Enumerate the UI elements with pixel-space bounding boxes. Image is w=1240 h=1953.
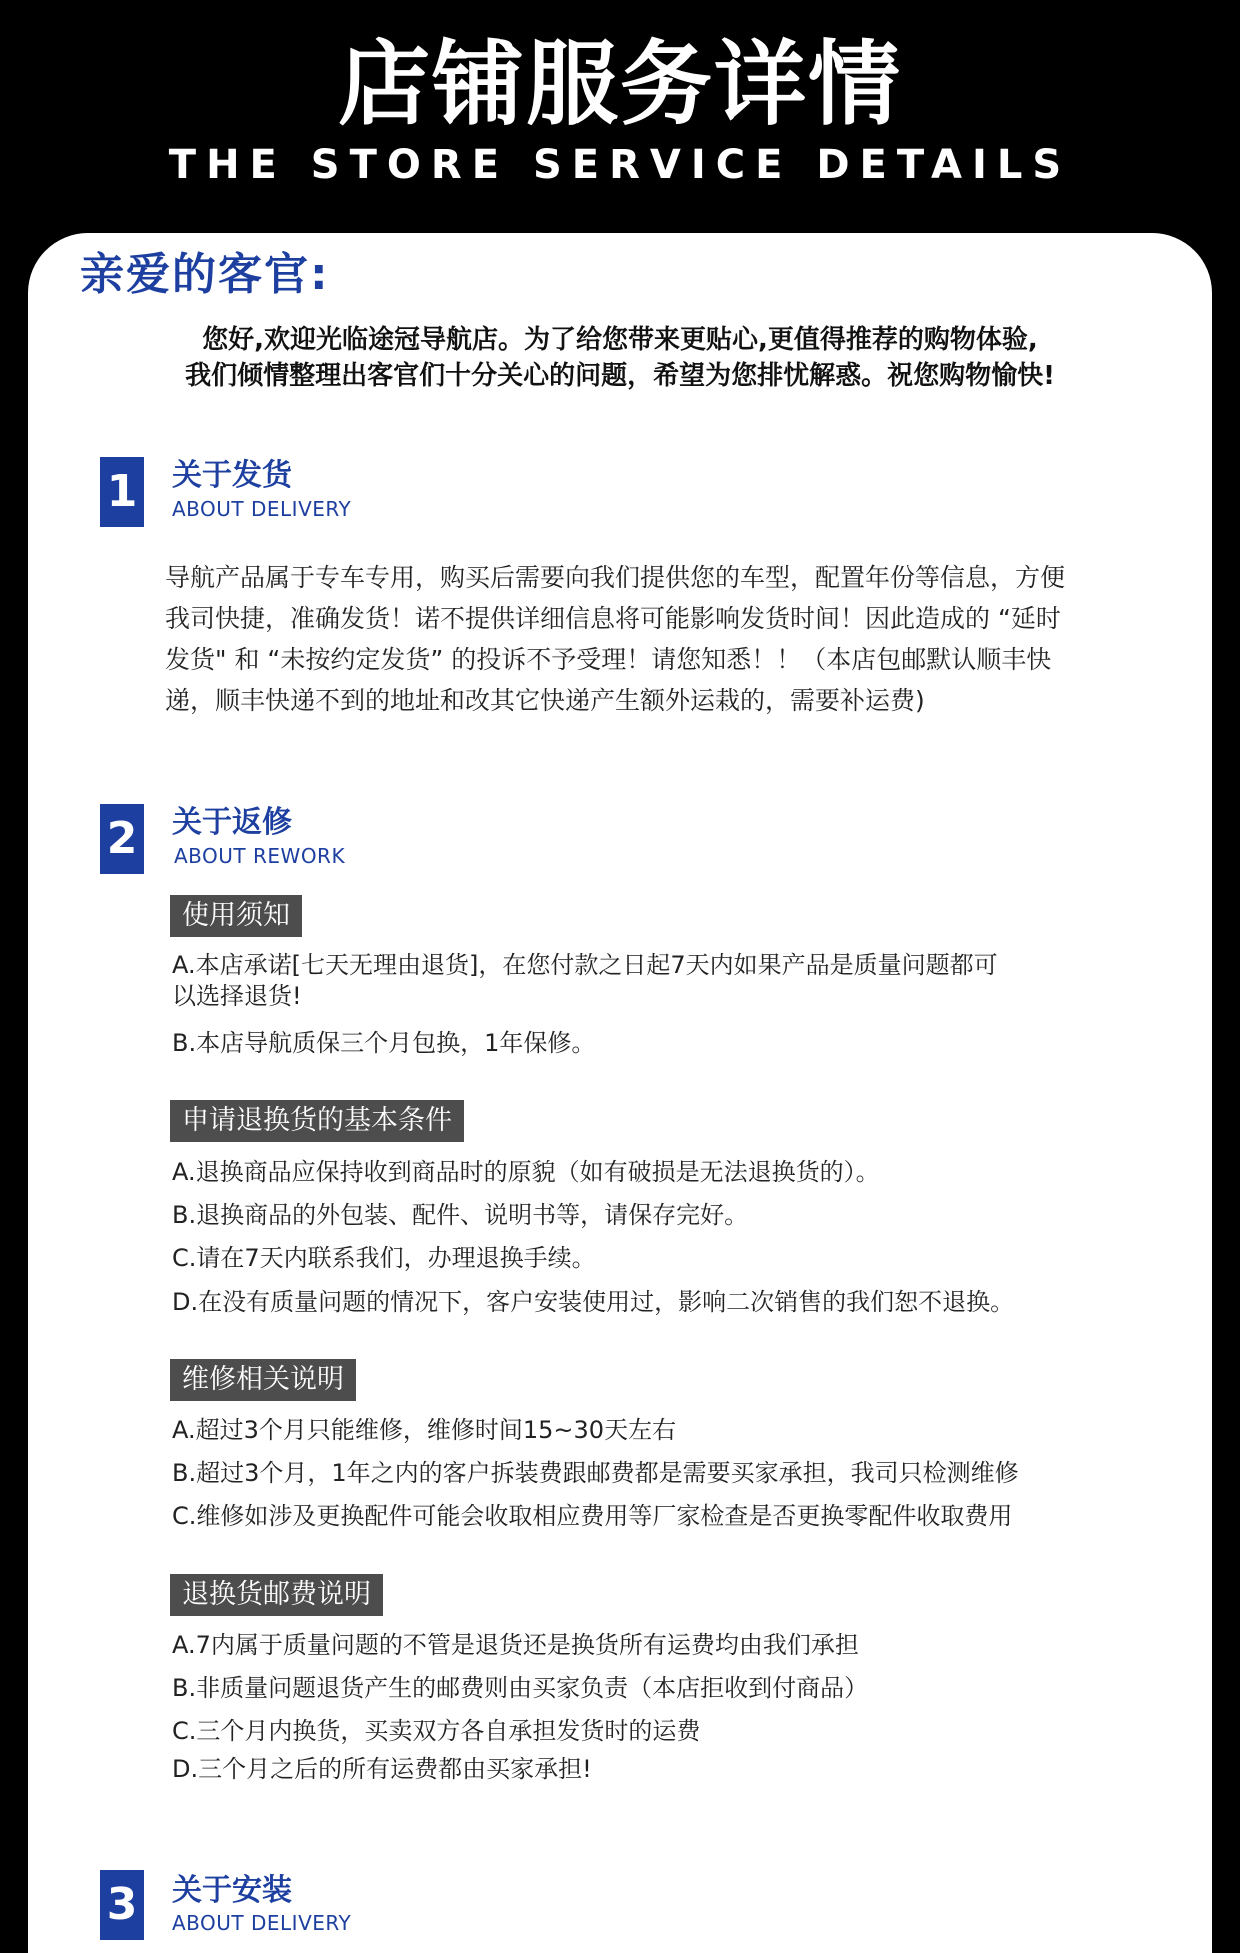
section-subtitle: ABOUT DELIVERY <box>172 1911 352 1935</box>
list-item: B.超过3个月，1年之内的客户拆装费跟邮费都是需要买家承担，我司只检测维修 <box>172 1459 1019 1487</box>
page-title: 店铺服务详情 <box>337 31 902 138</box>
list-item: D.三个月之后的所有运费都由买家承担! <box>172 1755 592 1783</box>
delivery-text-line: 我司快捷，准确发货！诺不提供详细信息将可能影响发货时间！因此造成的 “延时 <box>165 604 1061 633</box>
list-item: 以选择退货! <box>172 982 302 1010</box>
section-subtitle: ABOUT REWORK <box>174 844 346 868</box>
list-item: C.请在7天内联系我们，办理退换手续。 <box>172 1244 596 1272</box>
list-item: B.退换商品的外包装、配件、说明书等，请保存完好。 <box>172 1201 749 1229</box>
list-item: A.7内属于质量问题的不管是退货还是换货所有运费均由我们承担 <box>172 1631 859 1659</box>
list-item: B.非质量问题退货产生的邮费则由买家负责（本店拒收到付商品） <box>172 1674 869 1702</box>
intro-line: 我们倾情整理出客官们十分关心的问题，希望为您排忧解惑。祝您购物愉快! <box>185 361 1055 391</box>
section-title: 关于安装 <box>172 1873 292 1908</box>
list-item: A.超过3个月只能维修，维修时间15~30天左右 <box>172 1416 677 1444</box>
list-item: C.三个月内换货，买卖双方各自承担发货时的运费 <box>172 1717 701 1745</box>
section-number-badge: 1 <box>100 457 144 527</box>
section-title: 关于发货 <box>172 458 292 493</box>
intro-line: 您好,欢迎光临途冠导航店。为了给您带来更贴心,更值得推荐的购物体验, <box>202 325 1038 355</box>
list-item: B.本店导航质保三个月包换，1年保修。 <box>172 1029 596 1057</box>
greeting-heading: 亲爱的客官: <box>80 249 330 300</box>
delivery-text-line: 递，顺丰快递不到的地址和改其它快递产生额外运栽的，需要补运费) <box>165 686 925 715</box>
return-conditions-tag: 申请退换货的基本条件 <box>170 1100 464 1142</box>
list-item: A.本店承诺[七天无理由退货]，在您付款之日起7天内如果产品是质量问题都可 <box>172 951 998 979</box>
delivery-text-line: 导航产品属于专车专用，购买后需要向我们提供您的车型，配置年份等信息，方便 <box>165 563 1066 592</box>
section-title: 关于返修 <box>172 805 292 840</box>
list-item: D.在没有质量问题的情况下，客户安装使用过，影响二次销售的我们恕不退换。 <box>172 1288 1015 1316</box>
delivery-text-line: 发货" 和 “未按约定发货” 的投诉不予受理！请您知悉！！（本店包邮默认顺丰快 <box>165 645 1052 674</box>
usage-notice-tag: 使用须知 <box>170 895 302 937</box>
page-header <box>0 0 1240 235</box>
page-subtitle: THE STORE SERVICE DETAILS <box>168 142 1072 188</box>
section-number-badge: 3 <box>100 1870 144 1940</box>
section-subtitle: ABOUT DELIVERY <box>172 497 352 521</box>
list-item: C.维修如涉及更换配件可能会收取相应费用等厂家检查是否更换零配件收取费用 <box>172 1502 1013 1530</box>
section-number-badge: 2 <box>100 804 144 874</box>
shipping-fee-tag: 退换货邮费说明 <box>170 1574 383 1616</box>
list-item: A.退换商品应保持收到商品时的原貌（如有破损是无法退换货的）。 <box>172 1158 880 1186</box>
repair-notes-tag: 维修相关说明 <box>170 1359 356 1401</box>
